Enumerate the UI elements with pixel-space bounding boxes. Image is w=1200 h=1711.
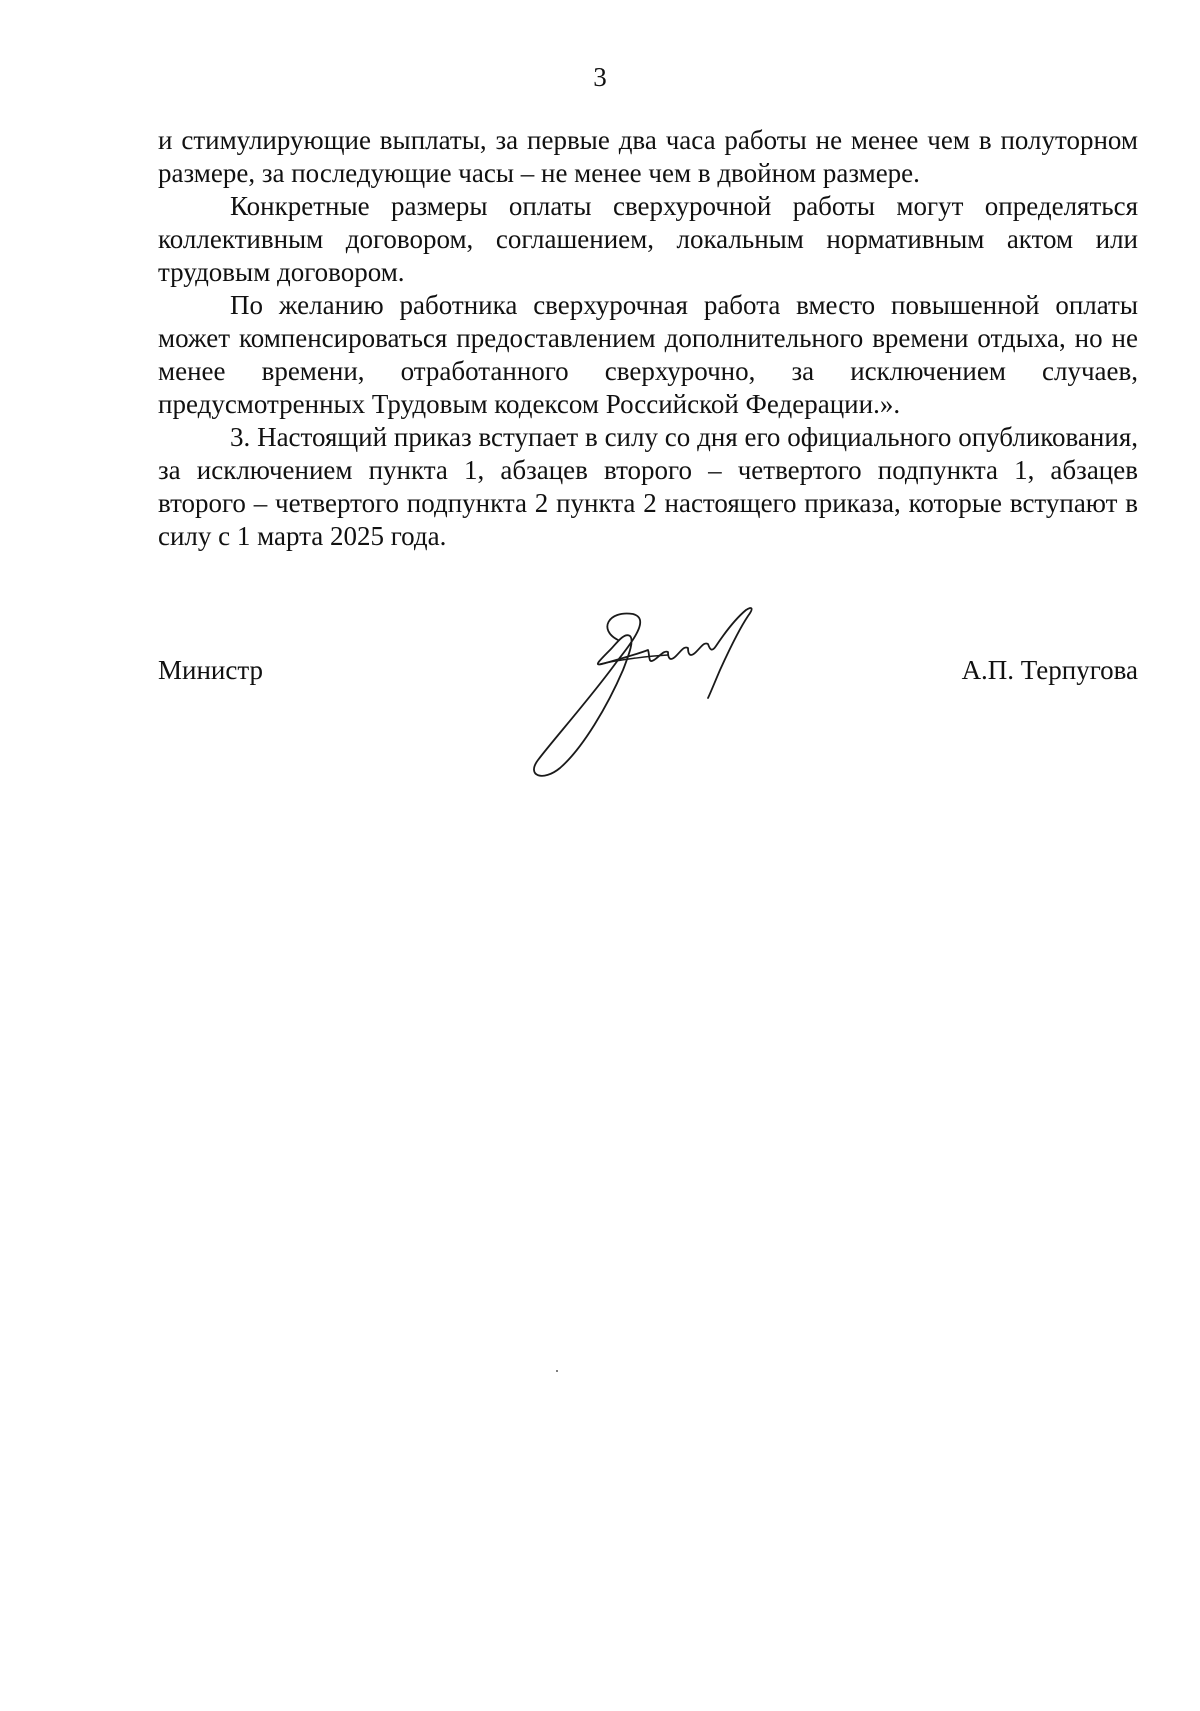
handwritten-signature-icon: [498, 600, 798, 780]
page-number: 3: [593, 62, 607, 92]
signatory-name: А.П. Терпугова: [961, 655, 1138, 685]
document-body: [158, 124, 1138, 553]
scan-speck: [556, 1370, 558, 1372]
paragraph-rest-compensation: По желанию работника сверхурочная работа вместо повышенной оплаты может компенсироваться предоставлением дополнительного времени отдыха, но не менее времени, отработанного сверхурочно, за исключением случаев, предусмотренных Трудовым кодексом Российской Федерации.».: [158, 290, 1138, 419]
paragraph-continuation: и стимулирующие выплаты, за первые два часа работы не менее чем в полуторном размере, за последующие часы – не менее чем в двойном размере.: [158, 125, 1138, 188]
paragraph-overtime-pay: Конкретные размеры оплаты сверхурочной работы могут определяться коллективным договором, соглашением, локальным нормативным актом или трудовым договором.: [158, 191, 1138, 287]
signatory-position: Министр: [158, 655, 263, 685]
signature-block: [158, 600, 1138, 780]
paragraph-entry-into-force: 3. Настоящий приказ вступает в силу со дня его официального опубликования, за исключением пункта 1, абзацев второго – четвертого подпункта 1, абзацев второго – четвертого подпункта 2 пункта 2 настоящего приказа, которые вступают в силу с 1 марта 2025 года.: [158, 422, 1138, 551]
